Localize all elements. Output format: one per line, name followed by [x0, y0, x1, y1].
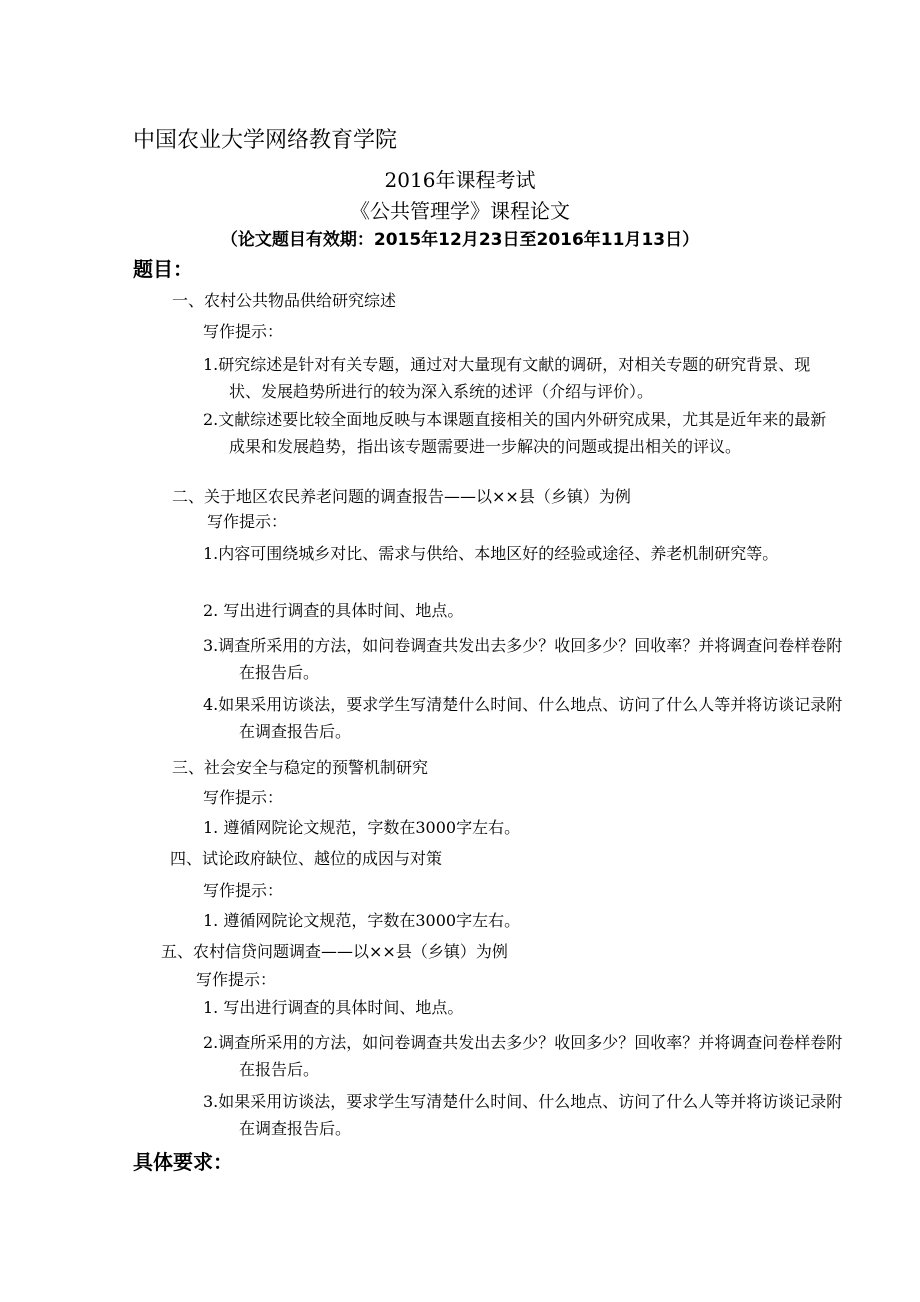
hint-item: 1. 遵循网院论文规范，字数在3000字左右。	[203, 818, 521, 837]
course-title: 《公共管理学》课程论文	[350, 199, 570, 223]
hint-label: 写作提示：	[203, 788, 284, 807]
hint-item: 1. 遵循网院论文规范，字数在3000字左右。	[203, 911, 521, 930]
exam-title: 2016年课程考试	[384, 168, 536, 192]
requirements-heading: 具体要求：	[133, 1150, 233, 1174]
topic-title: 二、关于地区农民养老问题的调查报告——以××县（乡镇）为例	[172, 487, 631, 506]
hint-item: 1.内容可围绕城乡对比、需求与供给、本地区好的经验或途径、养老机制研究等。	[203, 544, 779, 563]
topic-title: 一、农村公共物品供给研究综述	[172, 291, 397, 310]
hint-item: 2. 写出进行调查的具体时间、地点。	[203, 601, 464, 620]
hint-item: 1.研究综述是针对有关专题，通过对大量现有文献的调研，对相关专题的研究背景、现状、发展趋势所进行的较为深入系统的述评（介绍与评价）。	[203, 355, 811, 401]
hint-label: 写作提示：	[203, 322, 284, 341]
topic-title: 四、试论政府缺位、越位的成因与对策	[170, 849, 443, 868]
hint-item: 3.如果采用访谈法，要求学生写清楚什么时间、什么地点、访问了什么人等并将访谈记录附在调查报告后。	[203, 1092, 843, 1138]
hint-item: 2.调查所采用的方法，如问卷调查共发出去多少？收回多少？回收率？并将调查问卷样卷附在报告后。	[203, 1033, 843, 1079]
hint-item: 3.调查所采用的方法，如问卷调查共发出去多少？收回多少？回收率？并将调查问卷样卷附在报告后。	[203, 636, 843, 682]
validity-period: （论文题目有效期：2015年12月23日至2016年11月13日）	[220, 230, 700, 250]
hint-item: 4.如果采用访谈法，要求学生写清楚什么时间、什么地点、访问了什么人等并将访谈记录附在调查报告后。	[203, 695, 843, 741]
hint-item: 1. 写出进行调查的具体时间、地点。	[203, 998, 464, 1017]
hint-label: 写作提示：	[203, 881, 284, 900]
institution-name: 中国农业大学网络教育学院	[133, 128, 398, 153]
hint-label: 写作提示：	[207, 512, 288, 531]
hint-item: 2.文献综述要比较全面地反映与本课题直接相关的国内外研究成果，尤其是近年来的最新成果和发展趋势，指出该专题需要进一步解决的问题或提出相关的评议。	[203, 410, 827, 456]
topic-title: 三、社会安全与稳定的预警机制研究	[172, 758, 429, 777]
topics-heading: 题目：	[133, 257, 193, 281]
hint-label: 写作提示：	[196, 970, 277, 989]
topic-title: 五、农村信贷问题调查——以××县（乡镇）为例	[161, 942, 508, 961]
